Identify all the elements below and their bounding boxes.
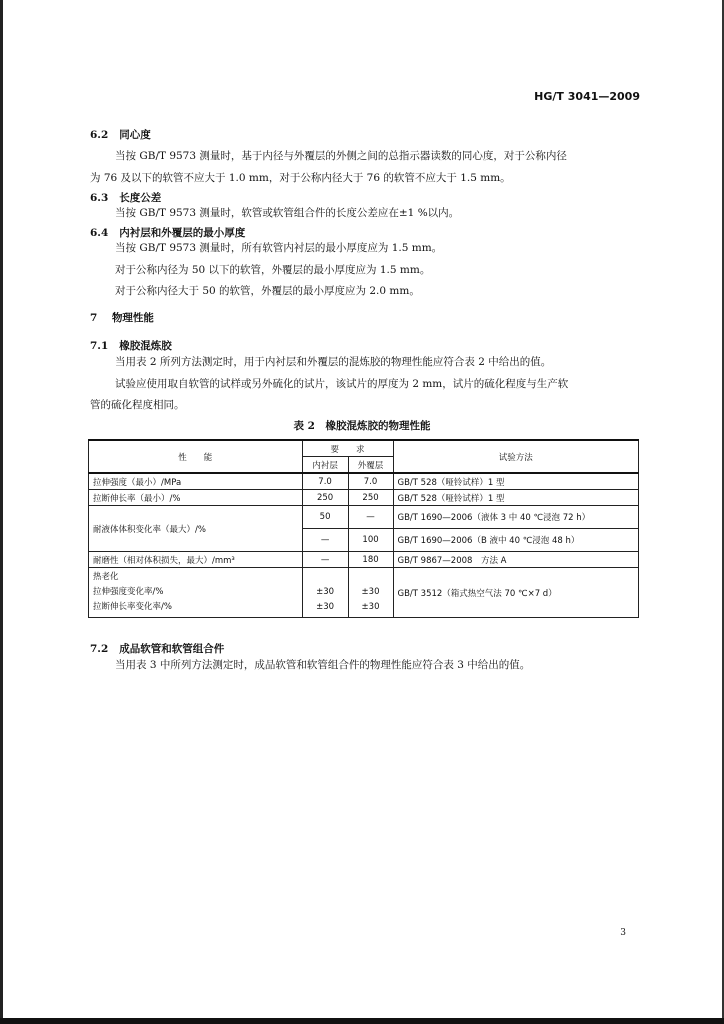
cell-outer: — bbox=[348, 506, 393, 529]
value-line: ±30 bbox=[316, 587, 335, 597]
section-title: 物理性能 bbox=[111, 312, 154, 324]
section-title: 橡胶混炼胶 bbox=[119, 340, 172, 352]
header-requirement: 要 求 bbox=[302, 440, 393, 457]
page-number: 3 bbox=[620, 928, 626, 938]
paragraph-line: 管的硫化程度相同。 bbox=[90, 399, 185, 411]
cell-inner: — bbox=[302, 529, 348, 552]
header-property: 性 能 bbox=[89, 440, 303, 473]
cell-method: GB/T 528（哑铃试样）1 型 bbox=[393, 473, 639, 490]
cell-inner: — bbox=[302, 552, 348, 568]
table-row bbox=[89, 568, 639, 618]
property-heading: 热老化 bbox=[93, 572, 119, 582]
value-line: ±30 bbox=[361, 602, 380, 612]
section-title: 内衬层和外覆层的最小厚度 bbox=[119, 227, 246, 239]
header-inner-layer: 内衬层 bbox=[302, 457, 348, 474]
cell-method: GB/T 1690—2006（B 液中 40 ℃浸泡 48 h） bbox=[393, 529, 639, 552]
section-title: 成品软管和软管组合件 bbox=[119, 643, 225, 655]
header-outer-layer: 外覆层 bbox=[348, 457, 393, 474]
section-number: 7.1 bbox=[90, 340, 109, 352]
table-2 bbox=[88, 439, 639, 618]
cell-method: GB/T 9867—2008 方法 A bbox=[393, 552, 639, 568]
table-row bbox=[89, 506, 639, 529]
section-number: 6.3 bbox=[90, 192, 109, 204]
cell-outer: 180 bbox=[348, 552, 393, 568]
cell-method: GB/T 528（哑铃试样）1 型 bbox=[393, 490, 639, 506]
section-7-heading bbox=[90, 310, 154, 325]
section-number: 6.4 bbox=[90, 227, 109, 239]
section-number: 7 bbox=[90, 312, 98, 324]
paragraph-line: 当按 GB/T 9573 测量时，软管或软管组合件的长度公差应在±1 %以内。 bbox=[115, 207, 460, 219]
cell-outer: 250 bbox=[348, 490, 393, 506]
table-row bbox=[89, 473, 639, 490]
paragraph-line: 为 76 及以下的软管不应大于 1.0 mm，对于公称内径大于 76 的软管不应大于 1.5 mm。 bbox=[90, 172, 511, 184]
paragraph-line: 当按 GB/T 9573 测量时，基于内径与外覆层的外侧之间的总指示器读数的同心度，对于公称内径 bbox=[115, 150, 567, 162]
section-number: 7.2 bbox=[90, 643, 109, 655]
cell-property: 耐液体体积变化率（最大）/% bbox=[89, 506, 303, 552]
section-title: 同心度 bbox=[119, 129, 151, 141]
cell-inner: 250 bbox=[302, 490, 348, 506]
scan-edge-left bbox=[0, 0, 3, 1024]
paragraph-line: 对于公称内径为 50 以下的软管，外覆层的最小厚度应为 1.5 mm。 bbox=[115, 264, 431, 276]
table-row bbox=[89, 552, 639, 568]
cell-property bbox=[89, 568, 303, 618]
cell-property: 拉伸强度（最小）/MPa bbox=[89, 473, 303, 490]
paragraph-line: 当按 GB/T 9573 测量时，所有软管内衬层的最小厚度应为 1.5 mm。 bbox=[115, 242, 443, 254]
cell-outer bbox=[348, 568, 393, 618]
section-title: 长度公差 bbox=[119, 192, 162, 204]
cell-method: GB/T 1690—2006（液体 3 中 40 ℃浸泡 72 h） bbox=[393, 506, 639, 529]
cell-outer: 7.0 bbox=[348, 473, 393, 490]
scan-edge-bottom bbox=[0, 1018, 724, 1024]
header-test-method: 试验方法 bbox=[393, 440, 639, 473]
cell-inner bbox=[302, 568, 348, 618]
paragraph-line: 试验应使用取自软管的试样或另外硫化的试片，该试片的厚度为 2 mm，试片的硫化程度与生产软 bbox=[115, 378, 569, 390]
cell-property: 耐磨性（相对体积损失，最大）/mm³ bbox=[89, 552, 303, 568]
table-row bbox=[89, 490, 639, 506]
cell-property: 拉断伸长率（最小）/% bbox=[89, 490, 303, 506]
property-line: 拉断伸长率变化率/% bbox=[93, 602, 172, 612]
value-line: ±30 bbox=[361, 587, 380, 597]
paragraph-line: 当用表 3 中所列方法测定时，成品软管和软管组合件的物理性能应符合表 3 中给出的值。 bbox=[115, 659, 531, 671]
value-line: ±30 bbox=[316, 602, 335, 612]
cell-method: GB/T 3512（箱式热空气法 70 ℃×7 d） bbox=[393, 568, 639, 618]
table-header-row bbox=[89, 440, 639, 457]
paragraph-line: 对于公称内径大于 50 的软管，外覆层的最小厚度应为 2.0 mm。 bbox=[115, 285, 420, 297]
section-6-2-heading bbox=[90, 127, 151, 142]
section-number: 6.2 bbox=[90, 129, 109, 141]
table-2-caption: 表 2 橡胶混炼胶的物理性能 bbox=[293, 420, 431, 432]
paragraph-line: 当用表 2 所列方法测定时，用于内衬层和外覆层的混炼胶的物理性能应符合表 2 中给出的值。 bbox=[115, 356, 552, 368]
cell-inner: 50 bbox=[302, 506, 348, 529]
cell-outer: 100 bbox=[348, 529, 393, 552]
standard-code: HG/T 3041—2009 bbox=[534, 90, 640, 103]
cell-inner: 7.0 bbox=[302, 473, 348, 490]
property-line: 拉伸强度变化率/% bbox=[93, 587, 164, 597]
